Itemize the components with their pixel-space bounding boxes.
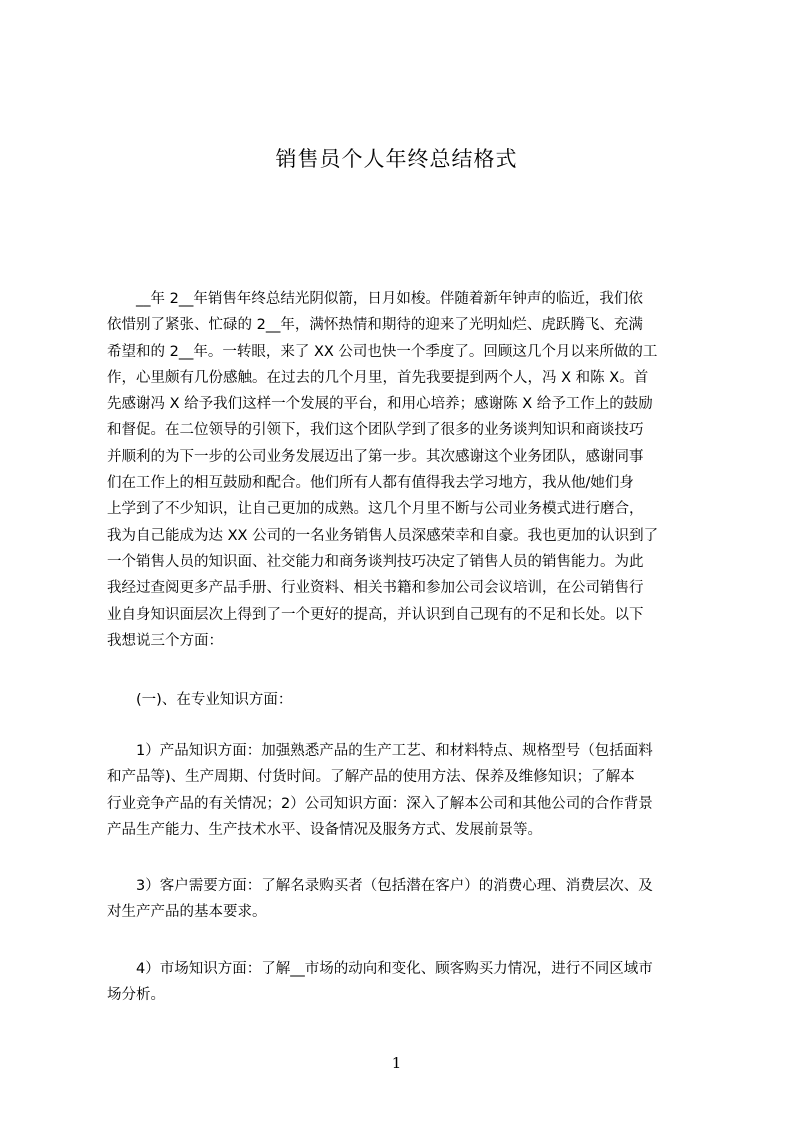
paragraph-line: 依惜别了紧张、忙碌的 2__年，满怀热情和期待的迎来了光明灿烂、虎跃腾飞、充满 (107, 317, 643, 334)
section-heading-text: (一)、在专业知识方面： (136, 692, 293, 708)
paragraph-line: 们在工作上的相互鼓励和配合。他们所有人都有值得我去学习地方，我从他/她们身 (107, 475, 634, 492)
document-title: 销售员个人年终总结格式 (275, 147, 518, 171)
paragraph-line: 行业竞争产品的有关情况；2）公司知识方面：深入了解本公司和其他公司的合作背景 (107, 795, 653, 812)
paragraph-line: 作，心里颇有几份感触。在过去的几个月里，首先我要提到两个人，冯 X 和陈 X。首 (107, 369, 649, 386)
paragraph-line: 对生产产品的基本要求。 (107, 904, 267, 921)
paragraph-line: 场分析。 (107, 987, 165, 1004)
paragraph-line: 产品生产能力、生产技术水平、设备情况及服务方式、发展前景等。 (107, 821, 542, 838)
paragraph-line: 我为自己能成为达 XX 公司的一名业务销售人员深感荣幸和自豪。我也更加的认识到了 (107, 527, 659, 544)
paragraph-line: 业自身知识面层次上得到了一个更好的提高，并认识到自己现有的不足和长处。以下 (107, 606, 644, 623)
paragraph-line: __年 2__年销售年终总结光阴似箭，日月如梭。伴随着新年钟声的临近，我们依 (136, 291, 643, 307)
paragraph-line: 上学到了不少知识，让自己更加的成熟。这几个月里不断与公司业务模式进行磨合， (107, 501, 644, 518)
paragraph-line: 先感谢冯 X 给予我们这样一个发展的平台，和用心培养；感谢陈 X 给予工作上的鼓励 (107, 396, 653, 413)
paragraph-line: 3）客户需要方面：了解名录购买者（包括潜在客户）的消费心理、消费层次、及 (136, 878, 653, 894)
paragraph-line: 4）市场知识方面：了解__市场的动向和变化、顾客购买力情况，进行不同区域市 (136, 961, 653, 977)
paragraph-line: 希望和的 2__年。一转眼，来了 XX 公司也快一个季度了。回顾这几个月以来所做的工 (107, 343, 658, 360)
paragraph-intro (107, 286, 702, 654)
paragraph-line: 和督促。在二位领导的引领下，我们这个团队学到了很多的业务谈判知识和商谈技巧 (107, 422, 644, 439)
paragraph-line: 一个销售人员的知识面、社交能力和商务谈判技巧决定了销售人员的销售能力。为此 (107, 553, 644, 570)
paragraph-line: 并顺利的为下一步的公司业务发展迈出了第一步。其次感谢这个业务团队，感谢同事 (107, 448, 644, 465)
paragraph-market-knowledge (107, 956, 702, 1009)
paragraph-line: 我经过查阅更多产品手册、行业资料、相关书籍和参加公司会议培训，在公司销售行 (107, 580, 644, 597)
paragraph-line: 我想说三个方面： (107, 632, 223, 649)
section-heading (107, 687, 702, 713)
paragraph-customer-needs (107, 873, 702, 926)
paragraph-line: 和产品等)、生产周期、付货时间。了解产品的使用方法、保养及维修知识；了解本 (107, 769, 635, 786)
paragraph-product-knowledge (107, 738, 702, 843)
page-number: 1 (391, 1054, 402, 1072)
paragraph-line: 1）产品知识方面：加强熟悉产品的生产工艺、和材料特点、规格型号（包括面料 (136, 743, 653, 759)
